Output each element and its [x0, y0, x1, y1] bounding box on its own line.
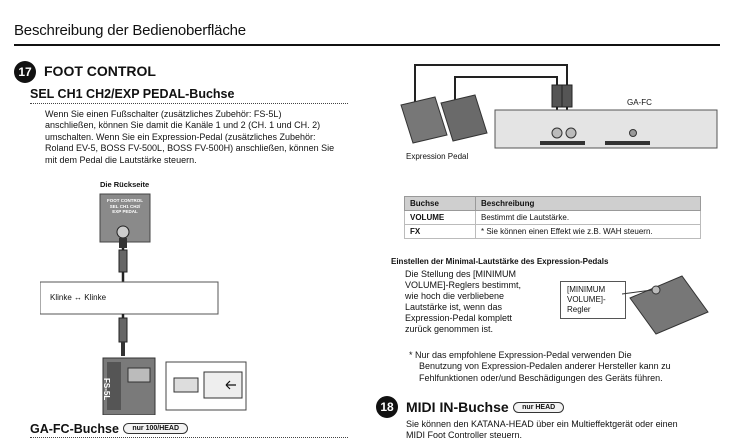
min-line: zurück genommen ist.	[405, 324, 494, 334]
panel-label-line: SEL CH1 CH2/	[109, 203, 141, 209]
pedal-side	[630, 276, 708, 334]
callout-line: [MINIMUM	[567, 285, 606, 294]
table-header: Buchse	[405, 197, 476, 211]
gafc-label-strip-2	[605, 141, 650, 145]
sec17-line: umschalten. Wenn Sie ein Expression-Pedal (zusätzliches Zubehör:	[45, 131, 316, 142]
pedal-label: Expression Pedal	[406, 152, 469, 161]
pedal-2	[441, 95, 487, 141]
plug-tip	[121, 342, 125, 356]
battery-slot	[174, 378, 198, 392]
gafc-jack-3	[630, 130, 637, 137]
sec18-line: Sie können den KATANA-HEAD über ein Multieffektgerät oder einen	[406, 419, 678, 429]
section-title-foot-control: FOOT CONTROL	[44, 63, 156, 79]
min-line: Lautstärke ist, wenn das	[405, 302, 503, 312]
plug-body-bottom	[119, 318, 127, 342]
rear-panel-text	[100, 198, 150, 215]
min-volume-text	[405, 269, 555, 335]
min-volume-callout	[560, 281, 626, 319]
section-title-midi-in: MIDI IN-Buchse	[406, 399, 509, 415]
table-header-row	[405, 197, 701, 211]
footswitch-pad	[128, 368, 150, 382]
pedal-note	[409, 350, 709, 384]
sec18-line: MIDI Foot Controller steuern.	[406, 430, 523, 441]
gafc-badge: nur 100/HEAD	[123, 423, 188, 434]
cable-label: Klinke ↔ Klinke	[50, 293, 107, 302]
table-cell: FX	[405, 225, 476, 239]
sec18-description	[406, 419, 716, 442]
subsection-title-sel-ch: SEL CH1 CH2/EXP PEDAL-Buchse	[30, 87, 235, 101]
note-line: * Nur das empfohlene Expression-Pedal verwenden Die	[409, 350, 632, 360]
gafc-divider	[30, 437, 348, 438]
sec17-line: mit dem Pedal die Lautstärke steuern.	[45, 154, 197, 165]
min-line: VOLUME]-Reglers bestimmt,	[405, 280, 522, 290]
gafc-heading	[30, 420, 188, 438]
table-cell: VOLUME	[405, 211, 476, 225]
sec17-line: Wenn Sie einen Fußschalter (zusätzliches Zubehör: FS-5L)	[45, 109, 282, 119]
jack-socket	[117, 226, 129, 238]
min-volume-title: Einstellen der Minimal-Lautstärke des Expression-Pedals	[391, 257, 609, 266]
cable-1	[415, 65, 567, 110]
plug-top	[119, 238, 127, 248]
plug-volume	[562, 85, 572, 107]
gafc-illustration	[395, 55, 720, 155]
section-number-18: 18	[376, 396, 398, 418]
page-header-title: Beschreibung der Bedienoberfläche	[14, 22, 246, 39]
sec17-line: Roland EV-5, BOSS FV-500L, BOSS FV-500H) anschließen, können Sie	[45, 143, 335, 154]
note-line: Benutzung von Expression-Pedalen anderer Hersteller kann zu	[419, 361, 671, 372]
gafc-jack-1	[552, 128, 562, 138]
plug-body-top	[119, 250, 127, 272]
min-volume-knob	[652, 286, 660, 294]
gafc-jack-2	[566, 128, 576, 138]
subsection-divider	[30, 103, 348, 104]
sec17-line: anschließen, können Sie damit die Kanäle 1 und 2 (CH. 1 und CH. 2)	[45, 120, 321, 131]
pedal-side-illustration	[622, 268, 712, 338]
min-line: Die Stellung des [MINIMUM	[405, 269, 517, 279]
jack-table	[404, 196, 701, 239]
fs5l-label: FS-5L	[102, 378, 111, 401]
sec18-badge: nur HEAD	[513, 402, 564, 413]
rear-panel-label: Die Rückseite	[100, 180, 150, 189]
panel-label-line: FOOT CONTROL	[107, 198, 143, 203]
section-number-17: 17	[14, 61, 36, 83]
table-row	[405, 211, 701, 225]
min-line: Expression-Pedal komplett	[405, 313, 513, 323]
plug-fx	[552, 85, 562, 107]
header-rule	[14, 44, 720, 46]
gafc-label-strip	[540, 141, 585, 145]
sec17-description	[45, 109, 355, 166]
note-line: Fehlfunktionen oder/und Beschädigungen des Geräts führen.	[419, 372, 663, 383]
table-header: Beschreibung	[476, 197, 701, 211]
table-cell: Bestimmt die Lautstärke.	[476, 211, 701, 225]
min-line: wie hoch die verbliebene	[405, 291, 505, 301]
panel-label-line: EXP PEDAL	[112, 209, 138, 214]
foot-control-illustration	[40, 190, 310, 415]
table-row	[405, 225, 701, 239]
sec18-heading	[406, 399, 564, 417]
callout-line: Regler	[567, 305, 591, 314]
pedal-1	[401, 97, 447, 143]
callout-line: VOLUME]-	[567, 295, 606, 304]
table-cell: * Sie können einen Effekt wie z.B. WAH steuern.	[476, 225, 701, 239]
polarity-switch	[204, 372, 242, 398]
gafc-label: GA-FC	[627, 98, 652, 107]
gafc-title: GA-FC-Buchse	[30, 422, 119, 436]
